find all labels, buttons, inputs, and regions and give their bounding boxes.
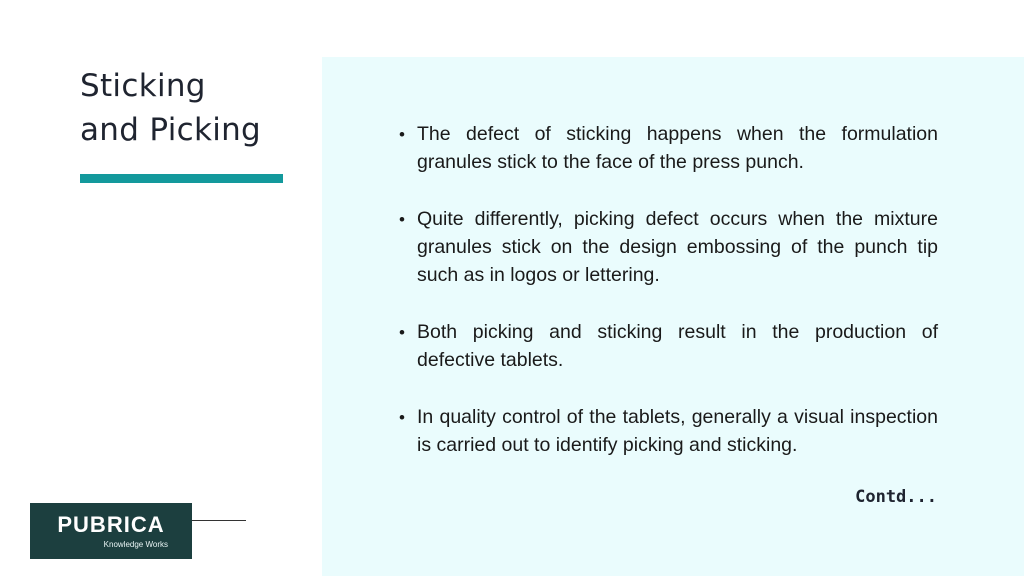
slide-title-line-1: Sticking [80,68,206,104]
bullet-text: Both picking and sticking result in the production of defective tablets. [417,321,938,371]
title-accent-bar [80,174,283,183]
slide-title-line-2: and Picking [80,112,262,148]
bullet-dot-icon: • [399,408,405,427]
bullet-item [398,403,938,459]
continued-label: Contd... [855,487,937,507]
logo-divider-line [192,520,246,521]
bullet-dot-icon: • [399,210,405,229]
pubrica-logo [30,503,192,559]
bullet-text: Quite differently, picking defect occurs when the mixture granules stick on the design embossing of the punch tip such as in logos or lettering. [417,208,938,286]
bullet-item [398,205,938,289]
bullet-text: In quality control of the tablets, generally a visual inspection is carried out to identify picking and sticking. [417,406,938,456]
bullet-text: The defect of sticking happens when the formulation granules stick to the face of the press punch. [417,123,938,173]
slide-title [80,64,310,152]
bullet-dot-icon: • [399,125,405,144]
bullet-dot-icon: • [399,323,405,342]
bullet-item [398,120,938,176]
bullet-item [398,318,938,374]
logo-wordmark: PUBRICA [57,512,165,537]
bullet-list [398,120,938,488]
logo-tagline: Knowledge Works [103,540,168,549]
